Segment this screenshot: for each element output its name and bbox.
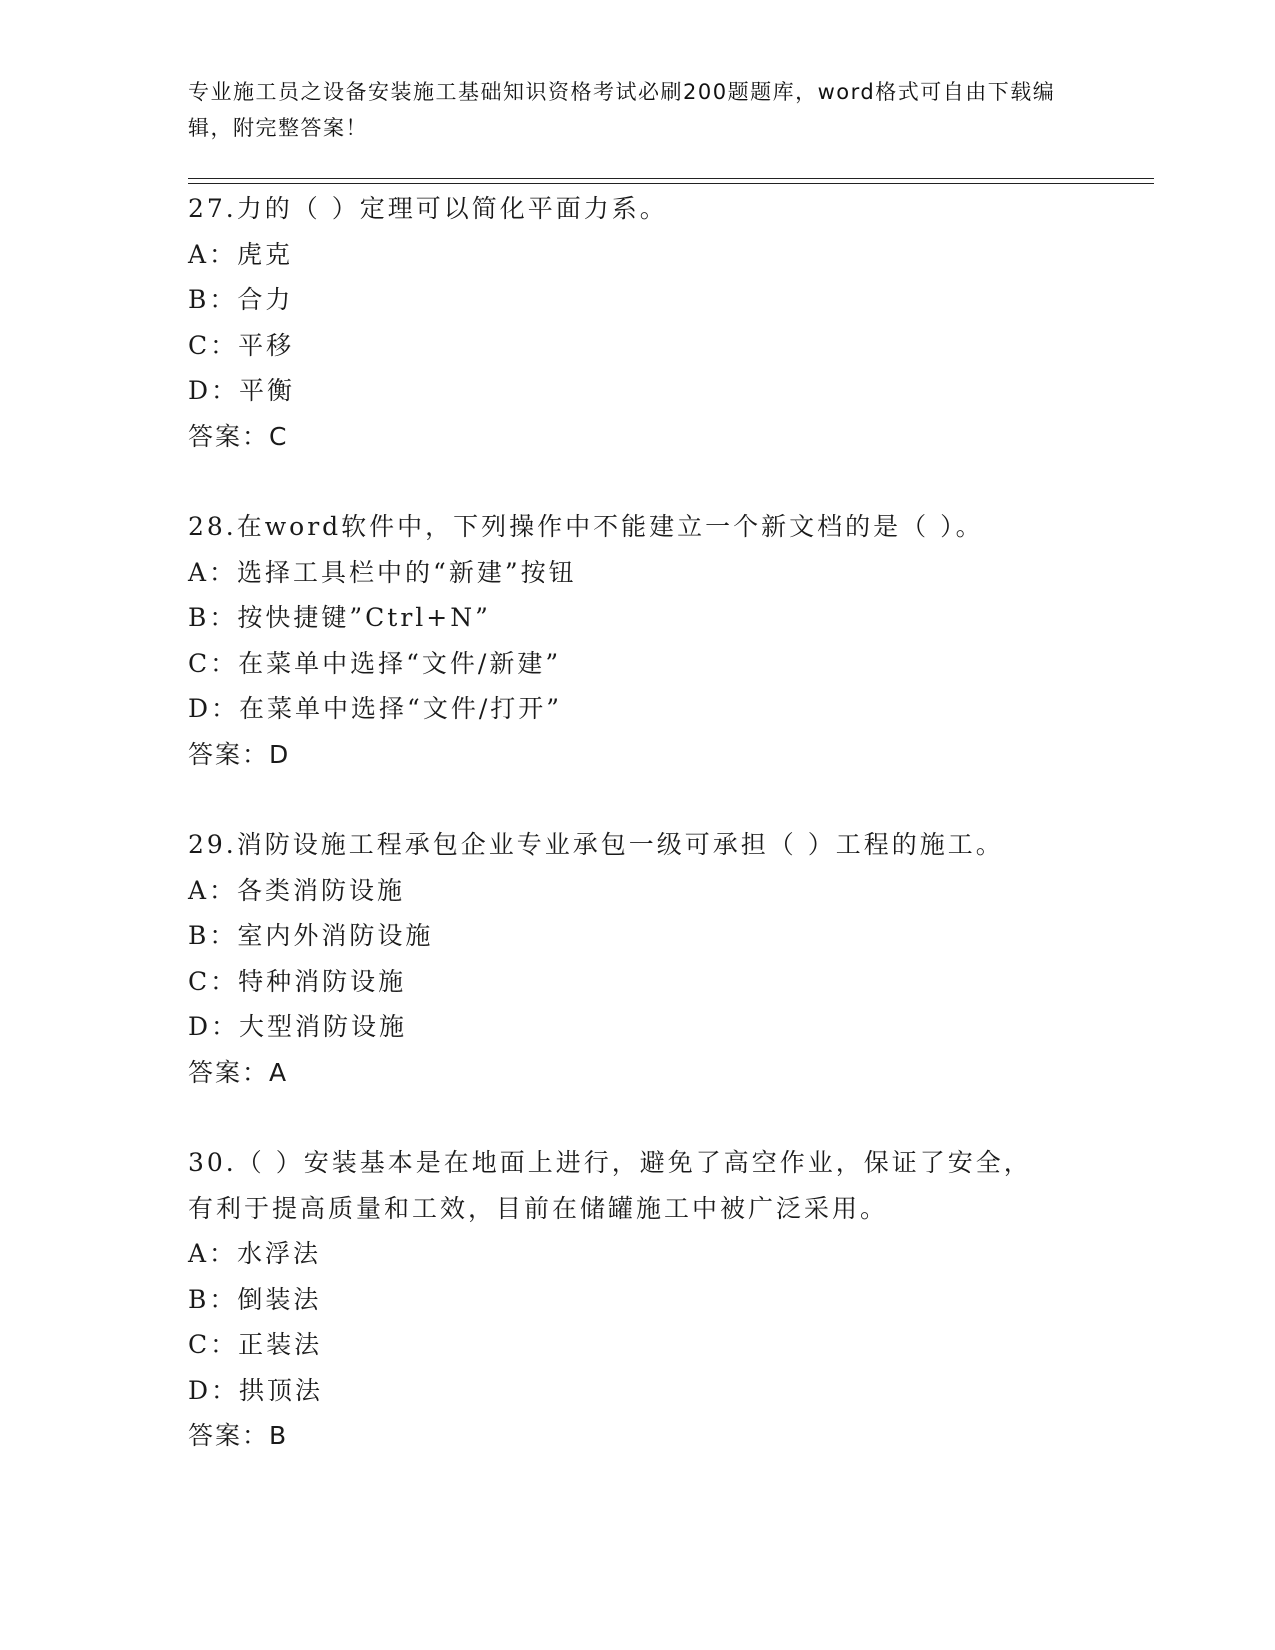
header-divider-bottom <box>188 183 1154 184</box>
question-spacer <box>188 777 1088 822</box>
question-stem: 28.在word软件中，下列操作中不能建立一个新文档的是（ ）。 <box>188 512 984 541</box>
question-28 <box>188 504 1088 777</box>
answer: 答案：B <box>188 1421 289 1450</box>
option-a: A：水浮法 <box>188 1239 322 1268</box>
question-spacer <box>188 1095 1088 1140</box>
option-b: B：室内外消防设施 <box>188 921 434 950</box>
header-divider-top <box>188 178 1154 179</box>
option-b: B：合力 <box>188 285 294 314</box>
question-29 <box>188 822 1088 1095</box>
option-c: C：特种消防设施 <box>188 966 407 996</box>
question-spacer <box>188 459 1088 504</box>
option-d: D：拱顶法 <box>188 1375 324 1405</box>
answer: 答案：D <box>188 739 291 769</box>
question-stem: 29.消防设施工程承包企业专业承包一级可承担（ ）工程的施工。 <box>188 830 1004 859</box>
option-c: C：正装法 <box>188 1330 323 1359</box>
answer: 答案：A <box>188 1057 289 1087</box>
option-a: A：虎克 <box>188 239 294 269</box>
option-d: D：在菜单中选择“文件/打开” <box>188 694 563 723</box>
option-c: C：平移 <box>188 330 295 360</box>
question-stem-line-2: 有利于提高质量和工效，目前在储罐施工中被广泛采用。 <box>188 1193 889 1223</box>
option-d: D：平衡 <box>188 376 296 405</box>
answer: 答案：C <box>188 421 289 451</box>
document-header: 专业施工员之设备安装施工基础知识资格考试必刷200题题库，word格式可自由下载编辑，附完整答案！ <box>188 80 1056 140</box>
question-stem-line-1: 30.（ ）安装基本是在地面上进行，避免了高空作业，保证了安全， <box>188 1148 1032 1177</box>
option-c: C：在菜单中选择“文件/新建” <box>188 648 562 678</box>
option-b: B：按快捷键”Ctrl+N” <box>188 603 491 632</box>
option-a: A：选择工具栏中的“新建”按钮 <box>188 557 577 587</box>
question-stem: 27.力的（ ）定理可以简化平面力系。 <box>188 194 668 223</box>
option-b: B：倒装法 <box>188 1284 322 1314</box>
question-list <box>188 186 1088 1459</box>
question-30 <box>188 1140 1088 1459</box>
option-a: A：各类消防设施 <box>188 875 406 905</box>
option-d: D：大型消防设施 <box>188 1012 408 1041</box>
question-27 <box>188 186 1088 459</box>
